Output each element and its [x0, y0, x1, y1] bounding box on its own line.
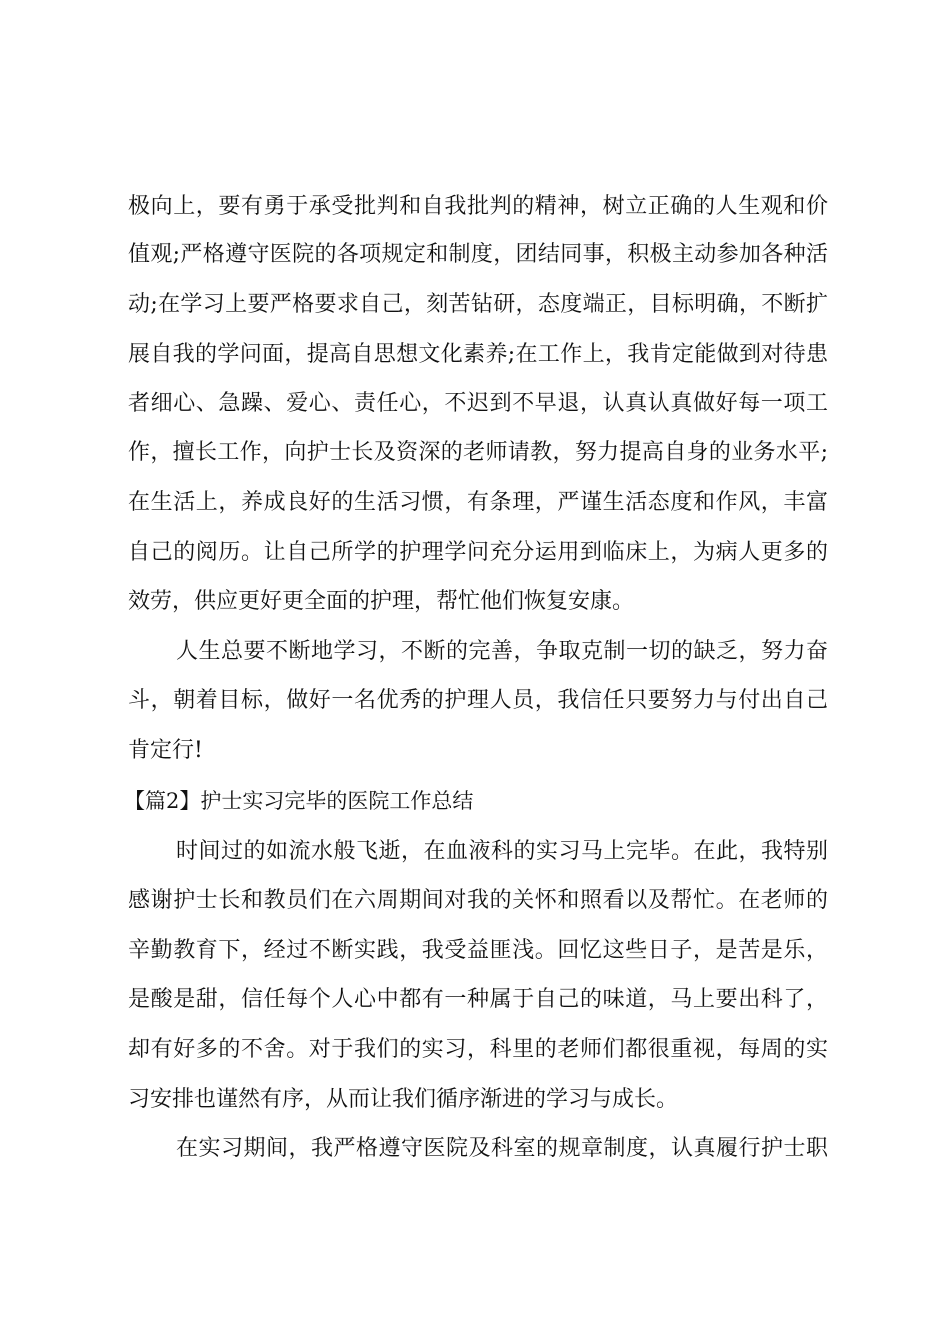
paragraph-line: 展自我的学问面，提高自思想文化素养;在工作上，我肯定能做到对待患 — [128, 342, 828, 367]
paragraph-line: 在生活上，养成良好的生活习惯，有条理，严谨生活态度和作风，丰富 — [128, 490, 828, 515]
paragraph-line: 值观;严格遵守医院的各项规定和制度，团结同事，积极主动参加各种活 — [128, 242, 828, 267]
paragraph-line: 感谢护士长和教员们在六周期间对我的关怀和照看以及帮忙。在老师的 — [128, 888, 828, 913]
paragraph-line: 时间过的如流水般飞逝，在血液科的实习马上完毕。在此，我特别 — [176, 839, 828, 864]
paragraph-line: 者细心、急躁、爱心、责任心，不迟到不早退，认真认真做好每一项工 — [128, 391, 828, 416]
paragraph-line: 是酸是甜，信任每个人心中都有一种属于自己的味道，马上要出科了， — [128, 987, 828, 1012]
paragraph-line: 动;在学习上要严格要求自己，刻苦钻研，态度端正，目标明确，不断扩 — [128, 292, 828, 317]
section-heading: 【篇2】护士实习完毕的医院工作总结 — [124, 789, 474, 813]
paragraph-line: 极向上，要有勇于承受批判和自我批判的精神，树立正确的人生观和价 — [128, 194, 828, 219]
paragraph-line: 人生总要不断地学习，不断的完善，争取克制一切的缺乏，努力奋 — [176, 639, 828, 664]
paragraph-line: 在实习期间，我严格遵守医院及科室的规章制度，认真履行护士职 — [176, 1136, 828, 1161]
paragraph-line: 习安排也谨然有序，从而让我们循序渐进的学习与成长。 — [128, 1087, 679, 1112]
paragraph-line: 作，擅长工作，向护士长及资深的老师请教，努力提高自身的业务水平; — [128, 440, 828, 465]
paragraph-line: 辛勤教育下，经过不断实践，我受益匪浅。回忆这些日子，是苦是乐， — [128, 938, 828, 963]
paragraph-line: 效劳，供应更好更全面的护理，帮忙他们恢复安康。 — [128, 589, 635, 614]
paragraph-line: 自己的阅历。让自己所学的护理学问充分运用到临床上，为病人更多的 — [128, 540, 828, 565]
paragraph-line: 斗，朝着目标，做好一名优秀的护理人员，我信任只要努力与付出自己 — [128, 688, 828, 713]
paragraph-line: 却有好多的不舍。对于我们的实习，科里的老师们都很重视，每周的实 — [128, 1037, 828, 1062]
paragraph-line: 肯定行! — [128, 738, 203, 763]
